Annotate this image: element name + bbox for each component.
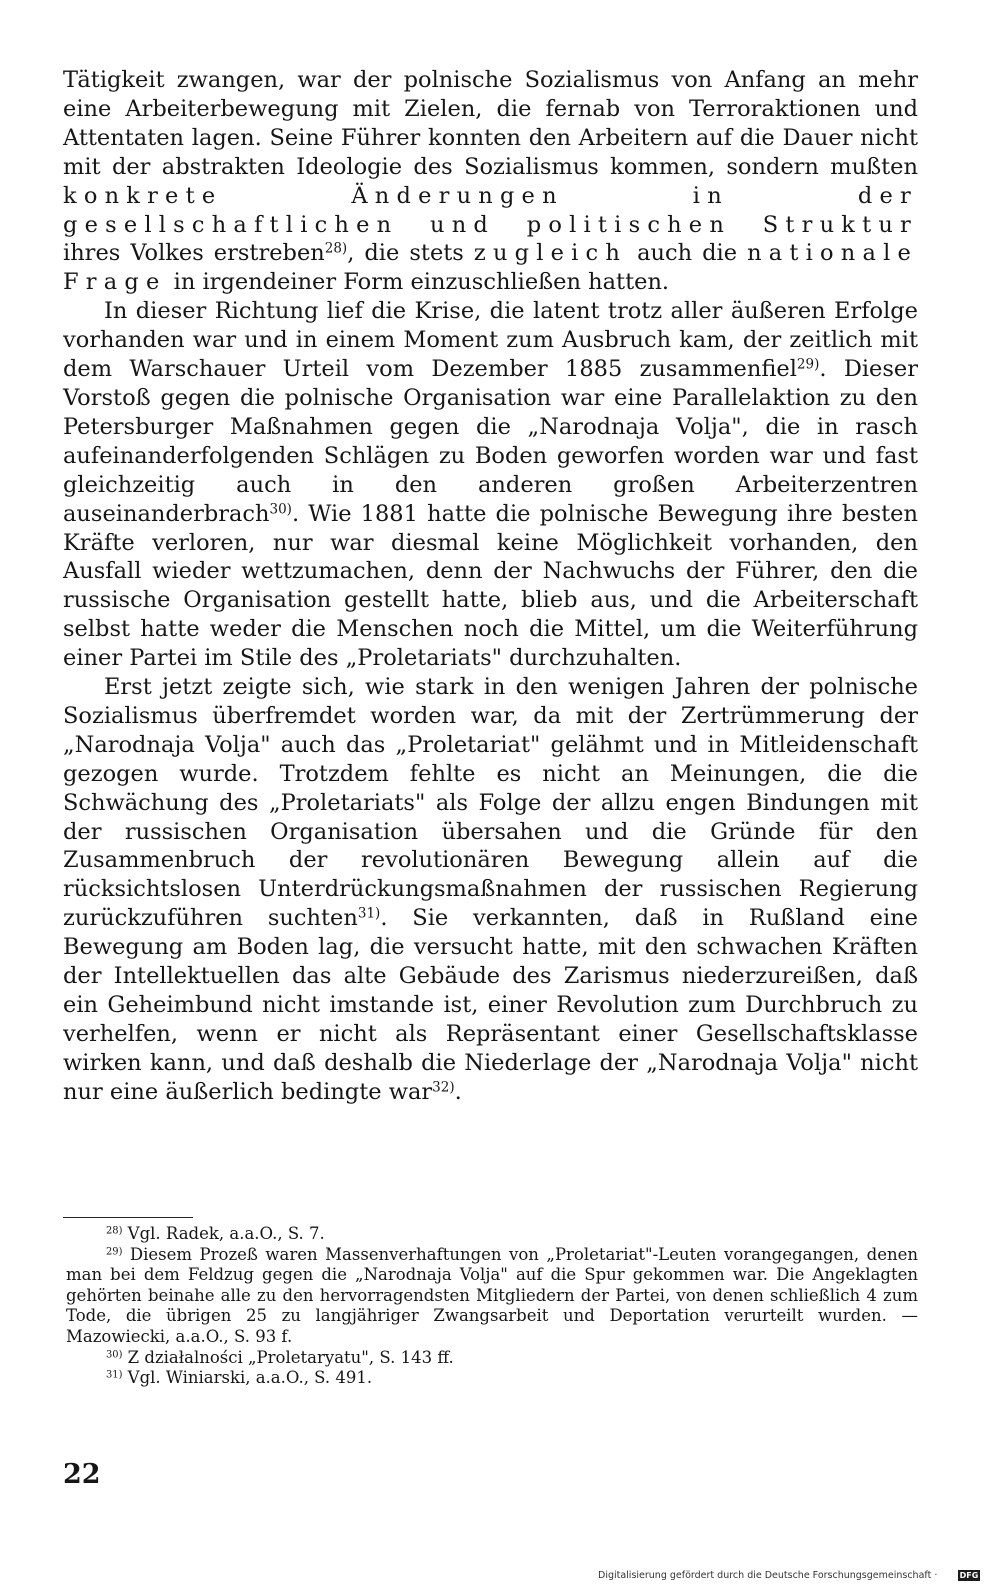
footnote-31 [66,1368,918,1389]
footnote-divider [63,1217,193,1218]
text-run: Tätigkeit zwangen, war der polnische Sozialismus von Anfang an mehr eine Arbeiterbewegung mit Zielen, die fernab von Terroraktionen und Attentaten lagen. Seine Führer konnten den Arbeitern auf die Dauer nicht mit der abstrakten Ideologie des Sozialismus kommen, sondern mußten [63,67,918,180]
footnote-text: Vgl. Radek, a.a.O., S. 7. [127,1224,325,1243]
spaced-emphasis: nationale Frage [63,240,918,296]
paragraph-2 [63,297,918,673]
footnote-text: Z działalności „Proletaryatu", S. 143 ff. [127,1347,454,1367]
footnote-ref[interactable]: 30) [269,501,292,518]
footnote-ref[interactable]: 32) [432,1079,455,1096]
footnote-ref[interactable]: 28) [324,241,348,258]
footnotes [66,1224,918,1389]
body-text [63,66,918,1107]
text-run: Erst jetzt zeigte sich, wie stark in den wenigen Jahren der polnische Sozialismus überfremdet worden war, da mit der Zertrümmerung der „Narodnaja Volja" auch das „Proletariat" gelähmt und in Mitleidenschaft gezogen wurde. Trotzdem fehlte es nicht an Meinungen, die die Schwächung des „Proletariats" als Folge der allzu engen Bindungen mit der russischen Organisation übersahen und die Gründe für den Zusammenbruch der revolutionären Bewegung allein auf die rücksichtslosen Unterdrückungsmaßnahmen der russischen Regierung zurückzuführen suchten [63,674,918,932]
footnote-ref[interactable]: 29) [796,356,820,373]
paragraph-1 [63,66,918,297]
text-run: . [454,1078,462,1105]
spaced-emphasis: zugleich [473,240,628,267]
footnote-mark: 28) [106,1225,123,1237]
footnote-28 [66,1224,918,1245]
text-run: , die stets [347,240,474,267]
footnote-text: Diesem Prozeß waren Massenverhaftungen von „Proletariat"-Leuten vorangegangen, denen man bei dem Feldzug gegen die „Narodnaja Volja" auf die Spur gekommen war. Die Angeklagten gehörten beinahe alle zu den hervorragendsten Mitgliedern der Partei, von denen schließlich 4 zum Tode, die übrigen 25 zu langjähriger Zwangsarbeit und Deportation verurteilt wurden. — Mazowiecki, a.a.O., S. 93 f. [66,1244,918,1346]
text-run: In dieser Richtung lief die Krise, die latent trotz aller äußeren Erfolge vorhanden war und in einem Moment zum Ausbruch kam, der zeitlich mit dem Warschauer Urteil vom Dezember 1885 zusammenfiel [63,298,918,383]
dfg-logo: DFG [959,1571,979,1580]
digitization-credit: Digitalisierung gefördert durch die Deutsche Forschungsgemeinschaft · [598,1570,938,1581]
text-run: auch die [627,240,748,267]
text-run: in irgendeiner Form einzuschließen hatten. [166,269,670,296]
text-run: . Dieser Vorstoß gegen die polnische Organisation war eine Parallelaktion zu den Petersburger Maßnahmen gegen die „Narodnaja Volja", die in rasch aufeinanderfolgenden Schlägen zu Boden geworfen worden war und fast gleichzeitig auch in den anderen großen Arbeiterzentren auseinanderbrach [63,356,918,527]
page-number: 22 [63,1459,101,1490]
footnote-mark: 30) [106,1349,123,1361]
footnote-mark: 29) [106,1246,123,1258]
footnote-ref[interactable]: 31) [357,905,381,922]
text-run: . Wie 1881 hatte die polnische Bewegung ihre besten Kräfte verloren, nur war diesmal keine Möglichkeit vorhanden, den Ausfall wieder wettzumachen, denn der Nachwuchs der Führer, den die russische Organisation gestellt hatte, blieb aus, und die Arbeiterschaft selbst hatte weder die Menschen noch die Mittel, um die Weiterführung einer Partei im Stile des „Proletariats" durchzuhalten. [63,500,918,672]
spaced-emphasis: konkrete Änderungen in der gesellschaftlichen und politischen Struktur [63,182,918,238]
footnote-mark: 31) [106,1369,123,1381]
paragraph-3 [63,673,918,1107]
footnote-30 [66,1348,918,1369]
footnote-text: Vgl. Winiarski, a.a.O., S. 491. [127,1368,373,1388]
footnote-29 [66,1245,918,1348]
text-run: . Sie verkannten, daß in Rußland eine Bewegung am Boden lag, die versucht hatte, mit den schwachen Kräften der Intellektuellen das alte Gebäude des Zarismus niederzureißen, daß ein Geheimbund nicht imstande ist, einer Revolution zum Durchbruch zu verhelfen, wenn er nicht als Repräsentant einer Gesellschaftsklasse wirken kann, und daß deshalb die Niederlage der „Narodnaja Volja" nicht nur eine äußerlich bedingte war [63,905,918,1105]
text-run: ihres Volkes erstreben [63,240,325,267]
